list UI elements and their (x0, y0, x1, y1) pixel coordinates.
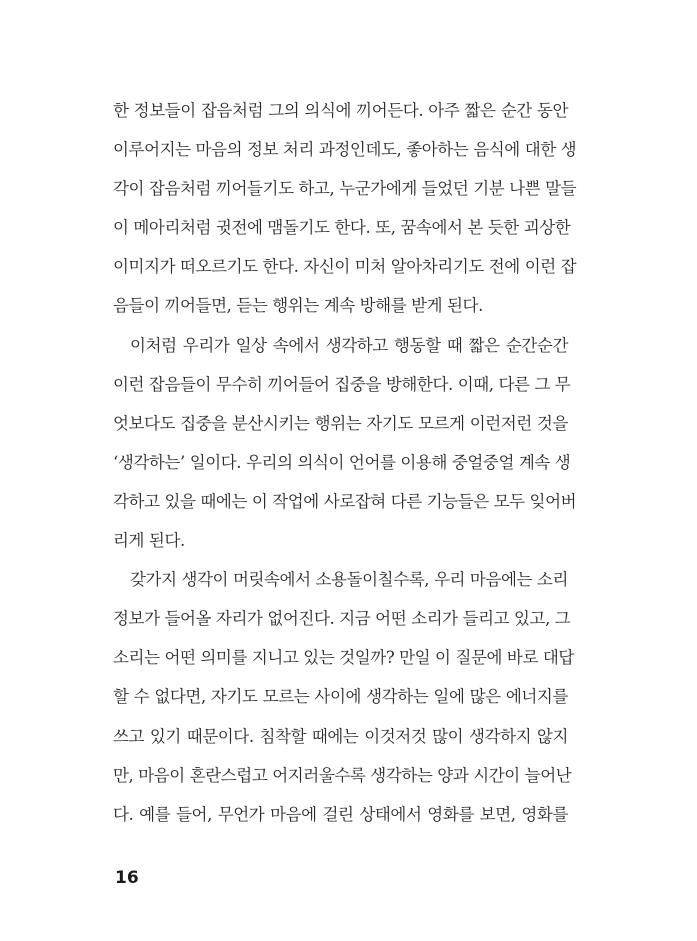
paragraph-start-line: 이처럼 우리가 일상 속에서 생각하고 행동할 때 짧은 순간순간 (130, 335, 568, 355)
text-line: 이루어지는 마음의 정보 처리 과정인데도, 좋아하는 음식에 대한 생 (113, 140, 577, 160)
page-number: 16 (115, 868, 139, 888)
text-line: 각이 잡음처럼 끼어들기도 하고, 누군가에게 들었던 기분 나쁜 말들 (113, 179, 577, 199)
text-line: 만, 마음이 혼란스럽고 어지러울수록 생각하는 양과 시간이 늘어난 (113, 765, 572, 785)
text-line: 이미지가 떠오르기도 한다. 자신이 미처 알아차리기도 전에 이런 잡 (113, 257, 577, 277)
text-line: 한 정보들이 잡음처럼 그의 의식에 끼어든다. 아주 짧은 순간 동안 (113, 101, 568, 120)
text-line: 각하고 있을 때에는 이 작업에 사로잡혀 다른 기능들은 모두 잊어버 (113, 491, 577, 511)
text-line: 소리는 어떤 의미를 지니고 있는 것일까? 만일 이 질문에 바로 대답 (113, 648, 574, 668)
text-line: 이런 잡음들이 무수히 끼어들어 집중을 방해한다. 이때, 다른 그 무 (113, 374, 571, 394)
text-line: 쓰고 있기 때문이다. 침착할 때에는 이것저것 많이 생각하지 않지 (113, 726, 568, 746)
body-text (113, 91, 577, 834)
text-line: 음들이 끼어들면, 듣는 행위는 계속 방해를 받게 된다. (113, 296, 483, 316)
text-line: 정보가 들어올 자리가 없어진다. 지금 어떤 소리가 들리고 있고, 그 (113, 609, 571, 629)
text-line: ‘생각하는’ 일이다. 우리의 의식이 언어를 이용해 중얼중얼 계속 생 (113, 452, 571, 472)
text-line: 이 메아리처럼 귓전에 맴돌기도 한다. 또, 꿈속에서 본 듯한 괴상한 (113, 218, 571, 238)
text-line: 할 수 없다면, 자기도 모르는 사이에 생각하는 일에 많은 에너지를 (113, 687, 568, 707)
text-line: 리게 된다. (113, 531, 185, 551)
text-line: 엇보다도 집중을 분산시키는 행위는 자기도 모르게 이런저런 것을 (113, 413, 568, 433)
text-line: 다. 예를 들어, 무언가 마음에 걸린 상태에서 영화를 보면, 영화를 (113, 804, 568, 824)
paragraph-start-line: 갖가지 생각이 머릿속에서 소용돌이칠수록, 우리 마음에는 소리 (130, 570, 568, 590)
